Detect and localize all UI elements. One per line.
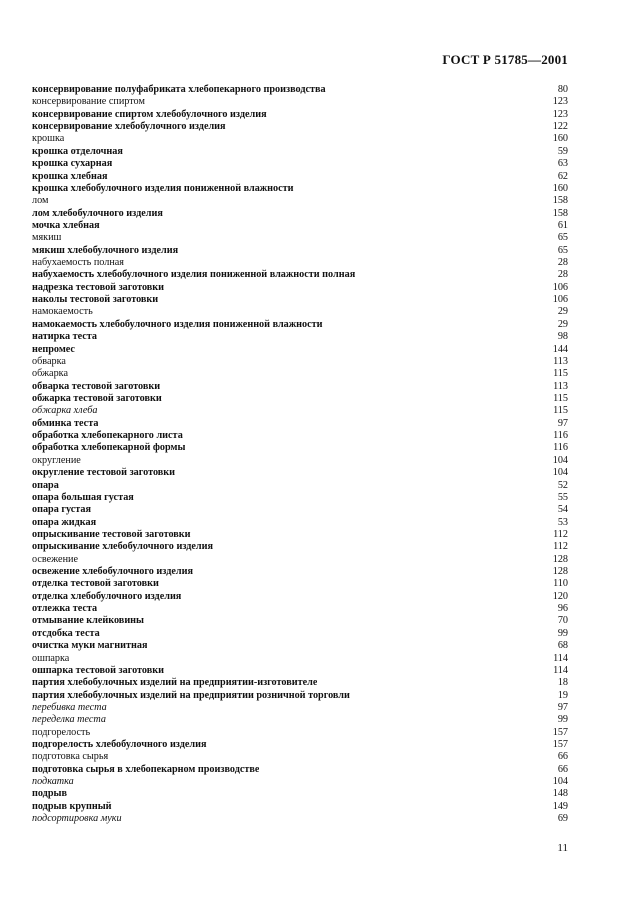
index-entry [32,183,568,195]
entry-term: крошка отделочная [32,145,123,157]
entry-term: партия хлебобулочных изделий на предприятии-изготовителе [32,677,318,689]
index-entry [32,813,568,825]
entry-term: отсдобка теста [32,627,100,639]
entry-page-ref: 114 [553,652,568,664]
index-entry [32,381,568,393]
entry-term: подрыв крупный [32,800,112,812]
index-entry [32,146,568,158]
entry-term: мочка хлебная [32,219,100,231]
entry-page-ref: 114 [553,664,568,676]
entry-page-ref: 66 [557,751,568,763]
index-entry [32,455,568,467]
index-entry [32,121,568,133]
entry-term: набухаемость полная [32,257,124,269]
entry-term: крошка хлебобулочного изделия пониженной влажности [32,182,294,194]
entry-term: подгорелость [32,726,91,738]
index-entry [32,739,568,751]
entry-page-ref: 122 [552,121,568,133]
entry-page-ref: 97 [557,701,568,713]
entry-term: непромес [32,343,75,355]
entry-term: округление тестовой заготовки [32,467,176,479]
index-entry [32,529,568,541]
index-entry [32,306,568,318]
entry-term: надрезка тестовой заготовки [32,281,165,293]
entry-page-ref: 61 [557,219,568,231]
index-entry [32,442,568,454]
entry-page-ref: 59 [557,145,568,157]
entry-page-ref: 53 [557,516,568,528]
entry-page-ref: 19 [557,689,568,701]
index-entry [32,603,568,615]
index-entry [32,356,568,368]
entry-term: отмывание клейковины [32,615,145,627]
entry-term: ошпарка [32,652,70,664]
entry-page-ref: 70 [557,615,568,627]
entry-term: опара густая [32,504,92,516]
entry-page-ref: 52 [557,479,568,491]
entry-page-ref: 29 [557,306,568,318]
entry-page-ref: 113 [553,380,568,392]
index-entry [32,480,568,492]
entry-page-ref: 99 [557,714,568,726]
index-entry [32,788,568,800]
entry-page-ref: 149 [552,800,568,812]
entry-term: освежение [32,553,78,565]
entry-term: подготовка сырья [32,751,109,763]
index-entry [32,405,568,417]
entry-page-ref: 99 [557,627,568,639]
entry-term: округление [32,454,81,466]
entry-term: подготовка сырья в хлебопекарном производстве [32,763,260,775]
index-entry [32,566,568,578]
entry-term: набухаемость хлебобулочного изделия пониженной влажности полная [32,269,356,281]
entry-term: обжарка [32,368,68,380]
entry-term: подкатка [32,776,74,788]
term-index-list [32,84,568,826]
entry-page-ref: 157 [552,726,568,738]
entry-page-ref: 148 [552,788,568,800]
entry-page-ref: 160 [552,182,568,194]
entry-term: натирка теста [32,331,97,343]
entry-term: опара жидкая [32,516,97,528]
entry-page-ref: 104 [552,776,568,788]
entry-page-ref: 29 [557,318,568,330]
entry-term: мякиш хлебобулочного изделия [32,244,179,256]
entry-page-ref: 157 [552,739,568,751]
entry-term: крошка хлебная [32,170,108,182]
entry-page-ref: 97 [557,417,568,429]
index-entry [32,640,568,652]
entry-term: обминка теста [32,417,99,429]
entry-page-ref: 115 [553,405,568,417]
index-entry [32,282,568,294]
entry-page-ref: 69 [557,813,568,825]
entry-term: освежение хлебобулочного изделия [32,566,193,578]
entry-page-ref: 112 [553,528,568,540]
entry-term: мякиш [32,232,62,244]
entry-page-ref: 54 [557,504,568,516]
entry-page-ref: 115 [553,368,568,380]
entry-term: крошка [32,133,65,145]
page-number: 11 [557,842,568,854]
entry-page-ref: 28 [557,269,568,281]
entry-page-ref: 106 [552,281,568,293]
entry-page-ref: 123 [552,96,568,108]
index-entry [32,541,568,553]
entry-page-ref: 66 [557,763,568,775]
entry-page-ref: 144 [552,343,568,355]
document-code-header: ГОСТ Р 51785—2001 [442,52,568,67]
index-entry [32,96,568,108]
entry-page-ref: 98 [557,331,568,343]
index-entry [32,492,568,504]
entry-page-ref: 123 [552,108,568,120]
entry-page-ref: 96 [557,603,568,615]
index-entry [32,368,568,380]
entry-term: подсортировка муки [32,813,122,825]
index-entry [32,517,568,529]
index-entry [32,554,568,566]
entry-term: опара [32,479,59,491]
index-entry [32,232,568,244]
index-entry [32,245,568,257]
index-entry [32,665,568,677]
entry-page-ref: 106 [552,294,568,306]
entry-page-ref: 65 [557,232,568,244]
entry-page-ref: 80 [557,84,568,95]
index-entry [32,331,568,343]
entry-term: обжарка хлеба [32,405,98,417]
index-entry [32,751,568,763]
index-entry [32,727,568,739]
entry-term: партия хлебобулочных изделий на предприятии розничной торговли [32,689,350,701]
entry-page-ref: 28 [557,257,568,269]
entry-page-ref: 158 [552,207,568,219]
index-entry [32,84,568,96]
entry-term: переделка теста [32,714,106,726]
index-entry [32,653,568,665]
entry-page-ref: 128 [552,566,568,578]
index-entry [32,615,568,627]
index-entry [32,257,568,269]
entry-term: очистка муки магнитная [32,640,148,652]
entry-term: отделка тестовой заготовки [32,578,159,590]
entry-page-ref: 128 [552,553,568,565]
entry-term: консервирование спиртом хлебобулочного изделия [32,108,267,120]
entry-page-ref: 113 [553,355,568,367]
entry-page-ref: 104 [552,467,568,479]
index-entry [32,801,568,813]
entry-page-ref: 68 [557,640,568,652]
entry-term: крошка сухарная [32,158,113,170]
entry-page-ref: 62 [557,170,568,182]
index-entry [32,677,568,689]
entry-page-ref: 110 [553,578,568,590]
entry-page-ref: 104 [552,454,568,466]
entry-term: консервирование полуфабриката хлебопекарного производства [32,84,326,95]
entry-page-ref: 55 [557,491,568,503]
entry-term: ошпарка тестовой заготовки [32,664,164,676]
entry-term: обварка [32,355,66,367]
entry-page-ref: 112 [553,541,568,553]
index-entry [32,171,568,183]
entry-term: наколы тестовой заготовки [32,294,159,306]
index-entry [32,690,568,702]
index-entry [32,319,568,331]
index-entry [32,764,568,776]
index-entry [32,195,568,207]
entry-term: намокаемость [32,306,93,318]
entry-term: подрыв [32,788,67,800]
entry-page-ref: 116 [553,442,568,454]
entry-page-ref: 120 [552,590,568,602]
entry-page-ref: 115 [553,392,568,404]
index-entry [32,269,568,281]
index-entry [32,578,568,590]
entry-term: обварка тестовой заготовки [32,380,161,392]
index-entry [32,294,568,306]
entry-term: перебивка теста [32,701,107,713]
index-entry [32,430,568,442]
entry-term: опрыскивание тестовой заготовки [32,528,191,540]
entry-term: консервирование спиртом [32,96,145,108]
index-entry [32,133,568,145]
entry-term: опрыскивание хлебобулочного изделия [32,541,213,553]
index-entry [32,467,568,479]
index-entry [32,220,568,232]
entry-term: лом хлебобулочного изделия [32,207,163,219]
index-entry [32,344,568,356]
entry-page-ref: 158 [552,195,568,207]
index-entry [32,702,568,714]
entry-term: обработка хлебопекарной формы [32,442,186,454]
index-entry [32,158,568,170]
index-entry [32,714,568,726]
index-entry [32,628,568,640]
index-entry [32,109,568,121]
entry-term: отлежка теста [32,603,98,615]
index-entry [32,591,568,603]
entry-term: намокаемость хлебобулочного изделия пониженной влажности [32,318,323,330]
index-entry [32,393,568,405]
entry-term: подгорелость хлебобулочного изделия [32,739,207,751]
entry-page-ref: 63 [557,158,568,170]
entry-page-ref: 18 [557,677,568,689]
entry-term: опара большая густая [32,491,134,503]
entry-page-ref: 160 [552,133,568,145]
entry-term: обработка хлебопекарного листа [32,430,183,442]
index-entry [32,504,568,516]
entry-term: обжарка тестовой заготовки [32,392,162,404]
entry-term: отделка хлебобулочного изделия [32,590,182,602]
index-entry [32,776,568,788]
index-entry [32,208,568,220]
entry-page-ref: 65 [557,244,568,256]
entry-term: лом [32,195,49,207]
index-entry [32,418,568,430]
entry-term: консервирование хлебобулочного изделия [32,121,226,133]
entry-page-ref: 116 [553,430,568,442]
